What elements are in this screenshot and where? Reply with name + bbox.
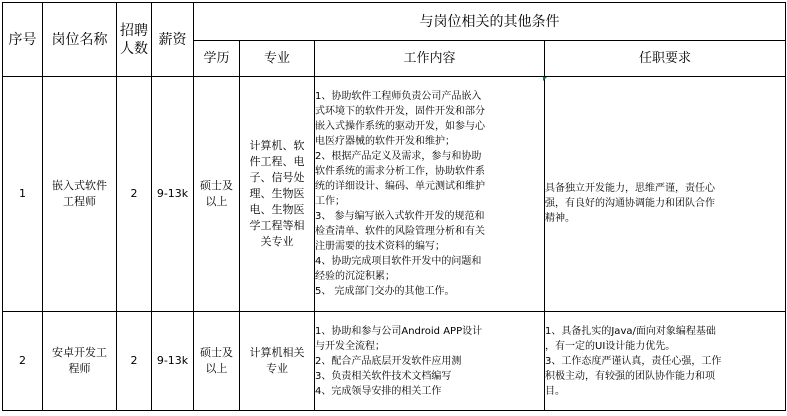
table-row xyxy=(3,312,786,411)
comment-marker-icon xyxy=(543,77,547,81)
row-1-duty-line: 5、 完成部门交办的其他工作。 xyxy=(315,286,455,297)
row-1-duty-line: 统的详细设计、编码、单元测试和维护 xyxy=(315,181,485,192)
header-requirements: 任职要求 xyxy=(545,41,786,77)
row-1-major-line: 学工程等相 xyxy=(249,219,305,232)
row-1-duty-line: 软件系统的需求分析工作，协助软件系 xyxy=(315,166,485,177)
row-1-education-line-1: 硕士及 xyxy=(200,179,233,192)
row-2-education-line-1: 硕士及 xyxy=(200,346,233,359)
row-1-major-line: 子、信号处 xyxy=(249,171,305,184)
row-2-count: 2 xyxy=(117,312,152,411)
row-2-requirement-line: 目。 xyxy=(545,385,565,397)
row-2-requirement-line: 1、具备扎实的Java/面向对象编程基础 xyxy=(545,325,716,337)
row-1-duty-line: 检查清单、软件的风险管理分析和有关 xyxy=(315,226,485,237)
header-salary: 薪资 xyxy=(152,3,194,77)
table-row xyxy=(3,77,786,312)
row-2-education-line-2: 以上 xyxy=(205,362,228,375)
row-1-major xyxy=(240,77,315,312)
row-1-duty-line: 4、协助完成项目软件开发中的问题和 xyxy=(315,256,482,267)
row-1-duty-line: 注册需要的技术资料的编写； xyxy=(315,241,445,252)
row-1-major-line: 电、生物医 xyxy=(249,203,305,216)
header-duties: 工作内容 xyxy=(315,41,545,77)
row-1-position-line-1: 嵌入式软件 xyxy=(52,179,107,192)
row-2-salary: 9-13k xyxy=(152,312,194,411)
header-position: 岗位名称 xyxy=(43,3,117,77)
row-2-requirement-line: ，有一定的UI设计能力优先。 xyxy=(545,340,676,352)
row-1-duty-line: 2、根据产品定义及需求，参与和协助 xyxy=(315,151,482,162)
row-2-major xyxy=(240,312,315,411)
row-1-requirement-line: 具备独立开发能力，思维严谨，责任心 xyxy=(545,182,715,194)
row-2-requirement-line: 3、工作态度严谨认真，责任心强，工作 xyxy=(545,355,722,367)
row-1-requirements xyxy=(545,77,786,312)
row-2-position-line-1: 安卓开发工 xyxy=(52,346,107,359)
row-2-duty-line: 2、配合产品底层开发软件应用测 xyxy=(315,355,462,367)
row-1-duty-line: 1、协助软件工程师负责公司产品嵌入 xyxy=(315,91,482,102)
row-2-duties xyxy=(315,312,545,411)
row-1-major-line: 理、生物医 xyxy=(249,187,305,200)
row-2-duty-line: 1、协助和参与公司Android APP设计 xyxy=(315,325,483,337)
row-1-requirement-line: 强，有良好的沟通协调能力和团队合作 xyxy=(545,197,715,209)
header-education: 学历 xyxy=(194,41,240,77)
row-1-major-line: 件工程、电 xyxy=(249,155,305,168)
row-2-position xyxy=(43,312,117,411)
header-hiring-line-2: 人数 xyxy=(120,40,148,57)
row-2-requirements xyxy=(545,312,786,411)
row-1-seq: 1 xyxy=(3,77,43,312)
row-1-education-line-2: 以上 xyxy=(205,195,228,208)
row-2-education xyxy=(194,312,240,411)
row-1-duty-line: 式环境下的软件开发，固件开发和部分 xyxy=(315,106,485,117)
row-2-duty-line: 与开发全流程； xyxy=(315,340,385,352)
row-2-requirement-line: 积极主动，有较强的团队协作能力和项 xyxy=(545,370,715,382)
row-1-position-line-2: 工程师 xyxy=(63,195,96,208)
header-hiring-line-1: 招聘 xyxy=(120,22,148,39)
header-hiring-count xyxy=(117,3,152,77)
row-1-count: 2 xyxy=(117,77,152,312)
row-1-duty-line: 3、 参与编写嵌入式软件开发的规范和 xyxy=(315,211,485,222)
row-1-education xyxy=(194,77,240,312)
row-2-position-line-2: 程师 xyxy=(68,362,91,375)
row-1-duty-line: 工作； xyxy=(315,196,345,207)
row-1-duty-line: 电医疗器械的软件开发和维护； xyxy=(315,136,455,147)
row-2-duty-line: 3、负责相关软件技术文档编写 xyxy=(315,370,452,382)
row-2-major-line: 计算机相关 xyxy=(249,346,305,359)
header-major: 专业 xyxy=(240,41,315,77)
header-other-conditions: 与岗位相关的其他条件 xyxy=(194,3,786,41)
row-1-salary: 9-13k xyxy=(152,77,194,312)
row-2-major-line: 专业 xyxy=(266,362,288,375)
header-seq: 序号 xyxy=(3,3,43,77)
row-1-major-line: 计算机、软 xyxy=(249,139,305,152)
row-1-major-line: 关专业 xyxy=(260,235,294,248)
header-row-1 xyxy=(3,3,786,41)
job-table xyxy=(2,2,786,411)
row-2-seq: 2 xyxy=(3,312,43,411)
row-1-position xyxy=(43,77,117,312)
row-1-duty-line: 嵌入式操作系统的驱动开发，如参与心 xyxy=(315,121,485,132)
row-1-requirement-line: 精神。 xyxy=(545,212,575,224)
row-2-duty-line: 4、完成领导安排的相关工作 xyxy=(315,385,442,397)
row-1-duty-line: 经验的沉淀积累； xyxy=(315,271,395,282)
row-1-duties xyxy=(315,77,545,312)
